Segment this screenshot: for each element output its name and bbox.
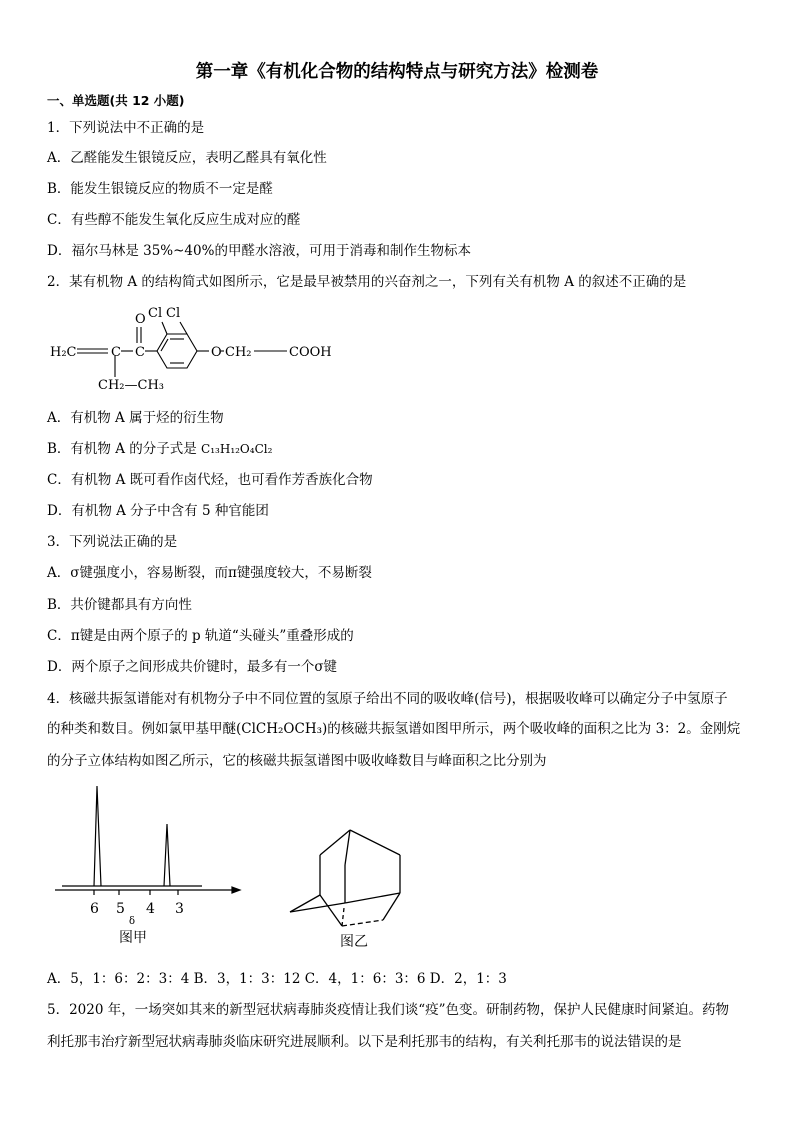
q3-option-b: B．共价键都具有方向性 [47, 597, 192, 613]
q4-line-2: 的种类和数目。例如氯甲基甲醚(ClCH₂OCH₃)的核磁共振氢谱如图甲所示，两个吸收峰的面积之比为 3：2。金刚烷 [47, 721, 741, 737]
q2-option-b [47, 440, 272, 458]
tick-3: 3 [175, 901, 184, 917]
q2-option-c: C．有机物 A 既可看作卤代烃，也可看作芳香族化合物 [47, 472, 373, 488]
molecular-formula: C₁₃H₁₂O₄Cl₂ [201, 442, 273, 456]
q4-options: A．5，1：6：2：3：4 B．3，1：3：12 C．4，1：6：3：6 D．2，1：3 [47, 971, 507, 987]
axis-delta-label: δ [129, 916, 136, 927]
struct-c2: C [135, 345, 145, 360]
struct-cooh: COOH [289, 345, 332, 360]
q3-option-c: C．π键是由两个原子的 p 轨道“头碰头”重叠形成的 [47, 628, 354, 644]
q3-option-d: D．两个原子之间形成共价键时，最多有一个σ键 [47, 659, 338, 675]
tick-4: 4 [146, 901, 155, 917]
axis-arrow [232, 887, 240, 893]
adamantane-structure-figure [280, 820, 420, 950]
struct-bonds [77, 322, 287, 377]
q5-line-1: 5．2020 年，一场突如其来的新型冠状病毒肺炎疫情让我们谈“疫”色变。研制药物，保护人民健康时间紧迫。药物 [47, 1002, 730, 1018]
q4-line-1: 4．核磁共振氢谱能对有机物分子中不同位置的氢原子给出不同的吸收峰(信号)，根据吸收峰可以确定分子中氢原子 [47, 691, 728, 707]
section-heading: 一、单选题(共 12 小题) [47, 93, 185, 108]
q2-stem: 2．某有机物 A 的结构简式如图所示，它是最早被禁用的兴奋剂之一，下列有关有机物 A 的叙述不正确的是 [47, 274, 687, 290]
tick-5: 5 [116, 901, 125, 917]
struct-o-ketone: O [135, 312, 146, 327]
nmr-spectrum-figure [50, 778, 250, 950]
q4-line-3: 的分子立体结构如图乙所示，它的核磁共振氢谱图中吸收峰数目与峰面积之比分别为 [47, 753, 547, 769]
q1-option-c: C．有些醇不能发生氧化反应生成对应的醛 [47, 212, 301, 228]
page-title: 第一章《有机化合物的结构特点与研究方法》检测卷 [195, 62, 599, 82]
struct-c1: C [111, 345, 121, 360]
q2-option-d: D．有机物 A 分子中含有 5 种官能团 [47, 503, 269, 519]
struct-cl2: Cl [166, 306, 181, 321]
q1-option-b: B．能发生银镜反应的物质不一定是醛 [47, 181, 273, 197]
struct-o-ether: O [211, 345, 222, 360]
structure-diagram-compound-a [40, 300, 340, 395]
q1-stem: 1．下列说法中不正确的是 [47, 120, 205, 136]
struct-cl1: Cl [148, 306, 163, 321]
q2-option-a: A．有机物 A 属于烃的衍生物 [47, 410, 224, 426]
q2-option-b-prefix: B．有机物 A 的分子式是 [47, 441, 202, 457]
q3-stem: 3．下列说法正确的是 [47, 534, 178, 550]
tick-6: 6 [90, 901, 99, 917]
q1-option-d: D．福尔马林是 35%~40%的甲醛水溶液，可用于消毒和制作生物标本 [47, 243, 471, 259]
struct-ethyl: CH₂—CH₃ [98, 378, 164, 393]
figure-b-caption: 图乙 [340, 934, 368, 950]
q5-line-2: 利托那韦治疗新型冠状病毒肺炎临床研究进展顺利。以下是利托那韦的结构，有关利托那韦的说法错误的是 [47, 1034, 682, 1050]
struct-ch2: CH₂ [225, 345, 252, 360]
figure-a-caption: 图甲 [119, 930, 147, 946]
q1-option-a: A．乙醛能发生银镜反应，表明乙醛具有氧化性 [47, 150, 327, 166]
q3-option-a: A．σ键强度小，容易断裂，而π键强度较大，不易断裂 [47, 565, 372, 581]
spectrum-peak-large [94, 786, 101, 886]
struct-h2c: H₂C [50, 345, 77, 360]
spectrum-peak-small [164, 824, 170, 886]
